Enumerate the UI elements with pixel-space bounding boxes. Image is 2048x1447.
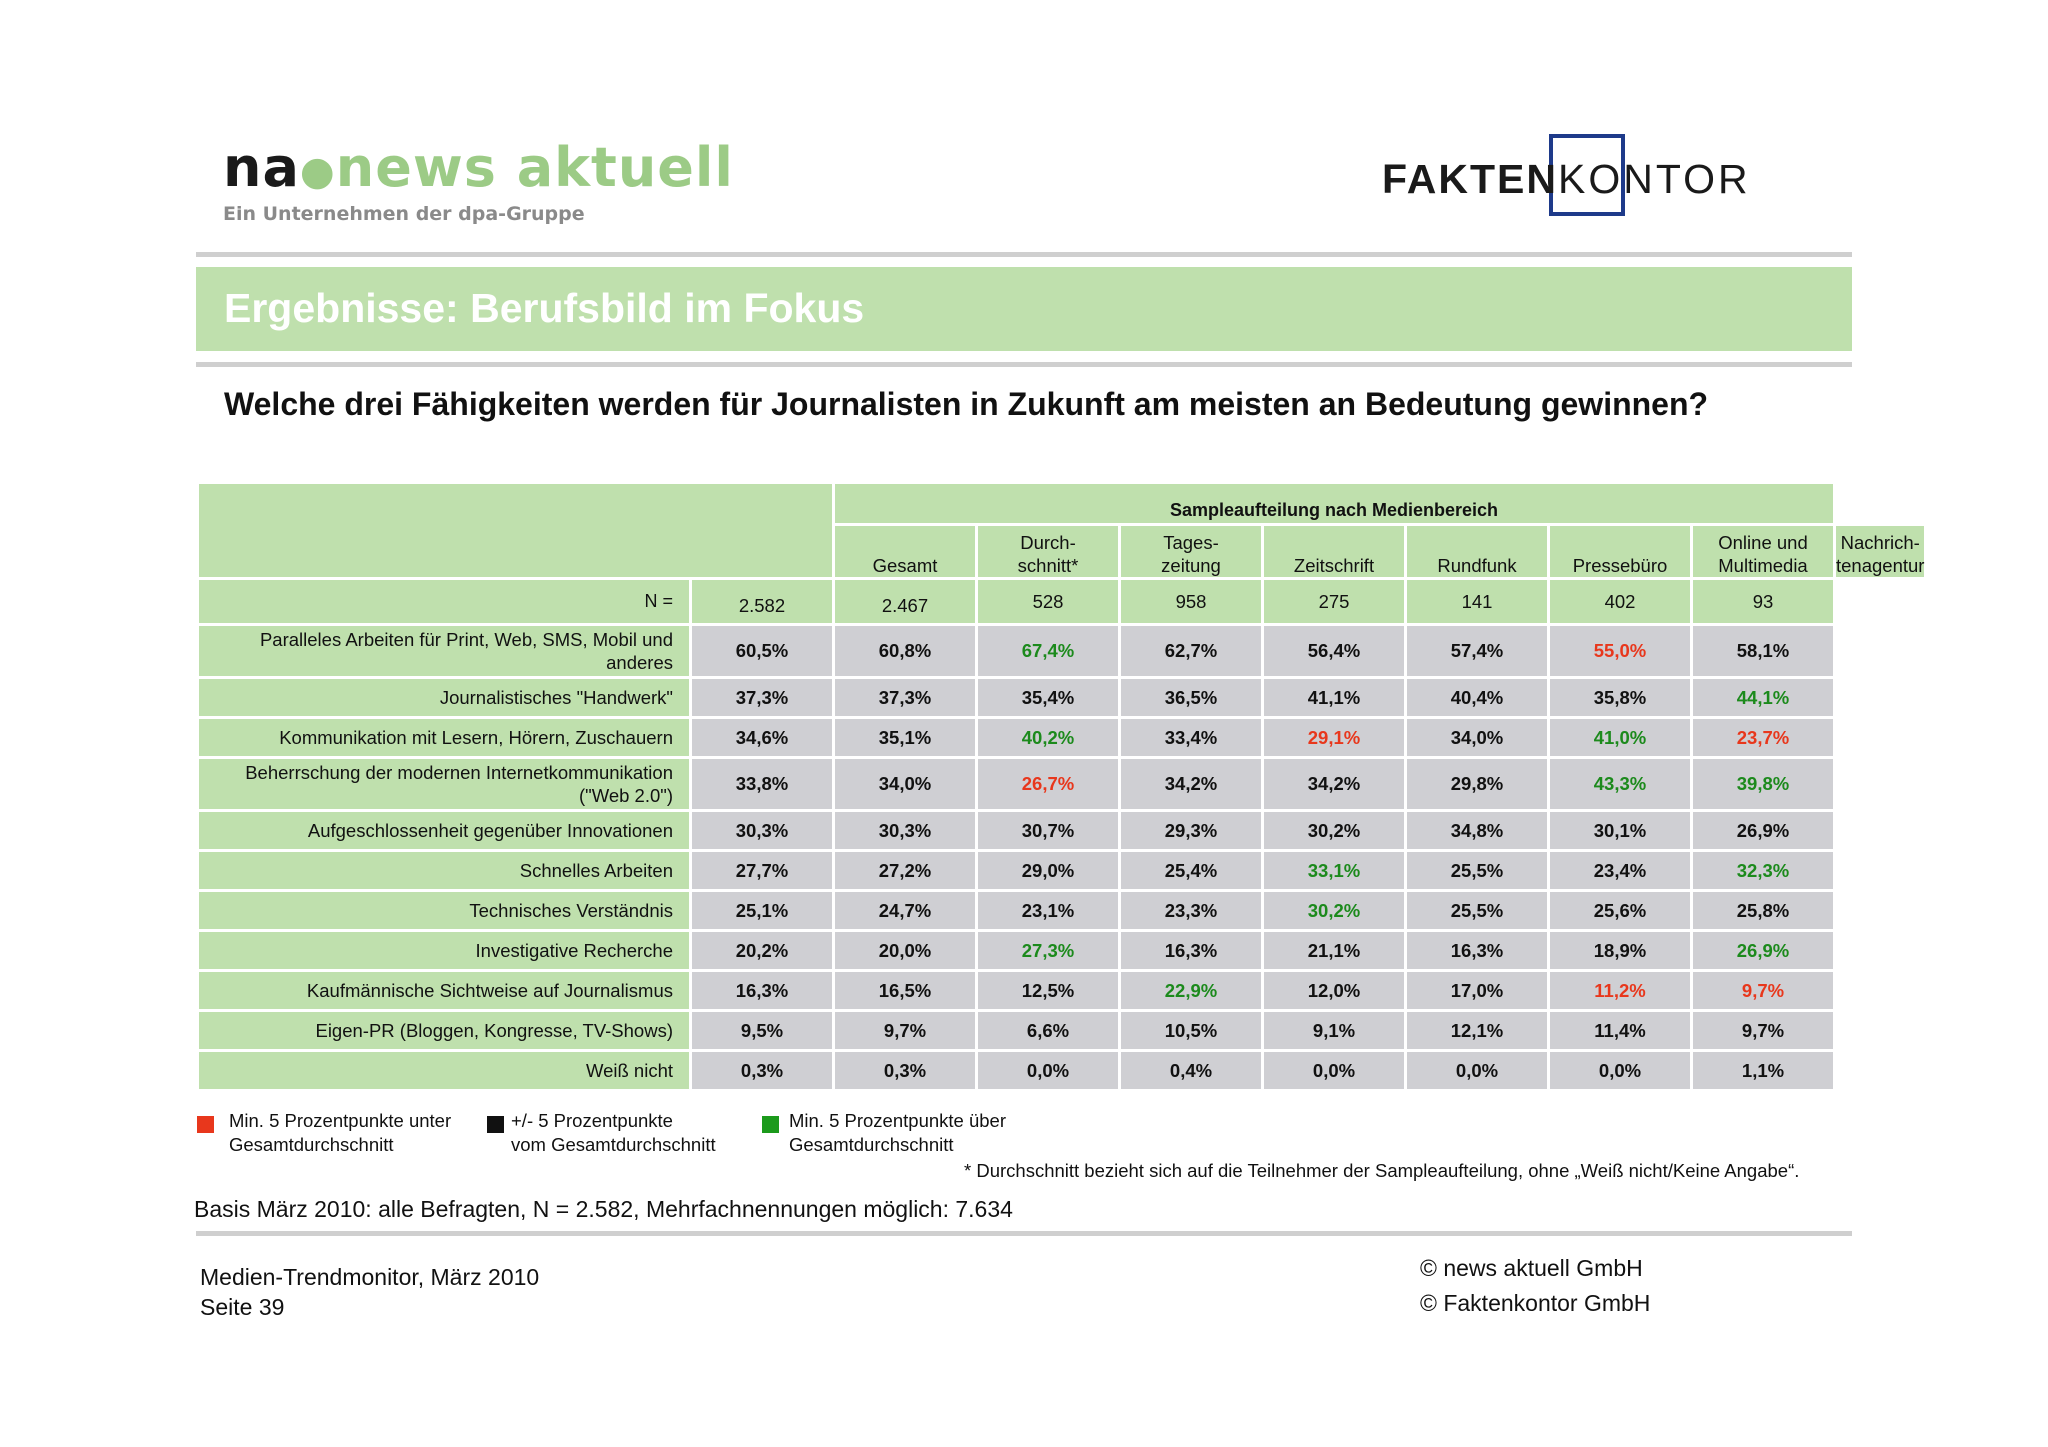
sample-size-value: 275 bbox=[1264, 580, 1404, 623]
value-cell: 32,3% bbox=[1693, 852, 1833, 889]
value-cell: 16,3% bbox=[1407, 932, 1547, 969]
legend-red-text: Min. 5 Prozentpunkte unter Gesamtdurchschnitt bbox=[229, 1110, 452, 1155]
value-cell: 21,1% bbox=[1264, 932, 1404, 969]
legend-red-swatch bbox=[197, 1116, 214, 1133]
table-row bbox=[199, 626, 1924, 676]
value-cell: 34,0% bbox=[835, 759, 975, 809]
copyright-faktenkontor: © Faktenkontor GmbH bbox=[1420, 1290, 1651, 1316]
news-aktuell-logo: na●news aktuell Ein Unternehmen der dpa-Gruppe bbox=[223, 136, 734, 226]
value-cell: 30,1% bbox=[1550, 812, 1690, 849]
value-cell: 26,7% bbox=[978, 759, 1118, 809]
value-cell: 27,3% bbox=[978, 932, 1118, 969]
table-row bbox=[199, 932, 1924, 969]
value-cell: 24,7% bbox=[835, 892, 975, 929]
value-cell: 23,1% bbox=[978, 892, 1118, 929]
column-header: Online und Multimedia bbox=[1693, 526, 1833, 577]
footer-left bbox=[200, 1262, 539, 1322]
logo-tagline: Ein Unternehmen der dpa-Gruppe bbox=[223, 203, 585, 226]
value-cell: 22,9% bbox=[1121, 972, 1261, 1009]
sample-size-value: 2.582 bbox=[692, 580, 832, 623]
sample-size-value: 141 bbox=[1407, 580, 1547, 623]
value-cell: 37,3% bbox=[835, 679, 975, 716]
basis-note: Basis März 2010: alle Befragten, N = 2.582, Mehrfachnennungen möglich: 7.634 bbox=[194, 1196, 1013, 1222]
value-cell: 35,8% bbox=[1550, 679, 1690, 716]
table-row bbox=[199, 759, 1924, 809]
value-cell: 25,5% bbox=[1407, 852, 1547, 889]
value-cell: 26,9% bbox=[1693, 812, 1833, 849]
value-cell: 67,4% bbox=[978, 626, 1118, 676]
value-cell: 0,4% bbox=[1121, 1052, 1261, 1089]
value-cell: 12,5% bbox=[978, 972, 1118, 1009]
sample-size-value: 402 bbox=[1550, 580, 1690, 623]
faktenkontor-logo: FAKTENKONTOR bbox=[1382, 134, 1792, 219]
value-cell: 16,3% bbox=[1121, 932, 1261, 969]
value-cell: 29,1% bbox=[1264, 719, 1404, 756]
title-divider bbox=[196, 362, 1852, 367]
row-label: Schnelles Arbeiten bbox=[199, 852, 689, 889]
value-cell: 34,8% bbox=[1407, 812, 1547, 849]
value-cell: 25,8% bbox=[1693, 892, 1833, 929]
value-cell: 23,3% bbox=[1121, 892, 1261, 929]
sample-size-value: 2.467 bbox=[835, 580, 975, 623]
row-label: Kommunikation mit Lesern, Hörern, Zuschauern bbox=[199, 719, 689, 756]
value-cell: 0,0% bbox=[1407, 1052, 1547, 1089]
value-cell: 27,7% bbox=[692, 852, 832, 889]
value-cell: 18,9% bbox=[1550, 932, 1690, 969]
table-row bbox=[199, 1052, 1924, 1089]
value-cell: 20,2% bbox=[692, 932, 832, 969]
value-cell: 29,8% bbox=[1407, 759, 1547, 809]
table-row bbox=[199, 852, 1924, 889]
row-label: Beherrschung der modernen Internetkommunikation ("Web 2.0") bbox=[199, 759, 689, 809]
table-row bbox=[199, 812, 1924, 849]
value-cell: 17,0% bbox=[1407, 972, 1547, 1009]
value-cell: 25,6% bbox=[1550, 892, 1690, 929]
value-cell: 6,6% bbox=[978, 1012, 1118, 1049]
value-cell: 30,2% bbox=[1264, 812, 1404, 849]
footnote: * Durchschnitt bezieht sich auf die Teilnehmer der Sampleaufteilung, ohne „Weiß nicht/Keine Angabe“. bbox=[964, 1160, 1800, 1181]
column-header: Tages- zeitung bbox=[1121, 526, 1261, 577]
value-cell: 58,1% bbox=[1693, 626, 1833, 676]
value-cell: 0,0% bbox=[978, 1052, 1118, 1089]
value-cell: 56,4% bbox=[1264, 626, 1404, 676]
copyright-news-aktuell: © news aktuell GmbH bbox=[1420, 1255, 1643, 1281]
row-label: Paralleles Arbeiten für Print, Web, SMS, Mobil und anderes bbox=[199, 626, 689, 676]
value-cell: 34,6% bbox=[692, 719, 832, 756]
value-cell: 11,2% bbox=[1550, 972, 1690, 1009]
page-number: Seite 39 bbox=[200, 1294, 285, 1320]
column-header: Durch- schnitt* bbox=[978, 526, 1118, 577]
table-row bbox=[199, 972, 1924, 1009]
value-cell: 60,5% bbox=[692, 626, 832, 676]
value-cell: 1,1% bbox=[1693, 1052, 1833, 1089]
column-header: Gesamt bbox=[835, 526, 975, 577]
table-row bbox=[199, 1012, 1924, 1049]
value-cell: 41,1% bbox=[1264, 679, 1404, 716]
row-label: Aufgeschlossenheit gegenüber Innovationen bbox=[199, 812, 689, 849]
legend-green-text: Min. 5 Prozentpunkte über Gesamtdurchschnitt bbox=[789, 1110, 1006, 1155]
value-cell: 35,4% bbox=[978, 679, 1118, 716]
value-cell: 57,4% bbox=[1407, 626, 1547, 676]
value-cell: 0,0% bbox=[1264, 1052, 1404, 1089]
value-cell: 9,7% bbox=[1693, 1012, 1833, 1049]
value-cell: 16,5% bbox=[835, 972, 975, 1009]
value-cell: 25,5% bbox=[1407, 892, 1547, 929]
row-label: Journalistisches "Handwerk" bbox=[199, 679, 689, 716]
value-cell: 26,9% bbox=[1693, 932, 1833, 969]
value-cell: 43,3% bbox=[1550, 759, 1690, 809]
value-cell: 44,1% bbox=[1693, 679, 1833, 716]
value-cell: 9,1% bbox=[1264, 1012, 1404, 1049]
footer-right bbox=[1420, 1251, 1650, 1321]
column-header: Pressebüro bbox=[1550, 526, 1690, 577]
value-cell: 30,3% bbox=[835, 812, 975, 849]
table-row bbox=[199, 892, 1924, 929]
value-cell: 10,5% bbox=[1121, 1012, 1261, 1049]
value-cell: 34,0% bbox=[1407, 719, 1547, 756]
table-row bbox=[199, 719, 1924, 756]
value-cell: 33,4% bbox=[1121, 719, 1261, 756]
row-label: Kaufmännische Sichtweise auf Journalismus bbox=[199, 972, 689, 1009]
study-name: Medien-Trendmonitor, März 2010 bbox=[200, 1264, 540, 1290]
value-cell: 39,8% bbox=[1693, 759, 1833, 809]
value-cell: 9,7% bbox=[835, 1012, 975, 1049]
row-label: Technisches Verständnis bbox=[199, 892, 689, 929]
value-cell: 0,3% bbox=[692, 1052, 832, 1089]
table-row bbox=[199, 679, 1924, 716]
value-cell: 30,7% bbox=[978, 812, 1118, 849]
row-label: Eigen-PR (Bloggen, Kongresse, TV-Shows) bbox=[199, 1012, 689, 1049]
column-header: Zeitschrift bbox=[1264, 526, 1404, 577]
row-label: Investigative Recherche bbox=[199, 932, 689, 969]
value-cell: 41,0% bbox=[1550, 719, 1690, 756]
title-bar bbox=[196, 267, 1852, 351]
sample-size-row bbox=[199, 580, 1924, 623]
value-cell: 30,3% bbox=[692, 812, 832, 849]
value-cell: 30,2% bbox=[1264, 892, 1404, 929]
column-header: Rundfunk bbox=[1407, 526, 1547, 577]
value-cell: 11,4% bbox=[1550, 1012, 1690, 1049]
sample-size-value: 958 bbox=[1121, 580, 1261, 623]
value-cell: 62,7% bbox=[1121, 626, 1261, 676]
results-table bbox=[196, 481, 1927, 1092]
header-blank bbox=[199, 484, 832, 577]
group-header-row bbox=[199, 484, 1924, 523]
value-cell: 34,2% bbox=[1121, 759, 1261, 809]
value-cell: 29,3% bbox=[1121, 812, 1261, 849]
value-cell: 55,0% bbox=[1550, 626, 1690, 676]
sample-size-value: 93 bbox=[1693, 580, 1833, 623]
value-cell: 29,0% bbox=[978, 852, 1118, 889]
value-cell: 23,4% bbox=[1550, 852, 1690, 889]
legend-black-text: +/- 5 Prozentpunkte vom Gesamtdurchschnitt bbox=[511, 1110, 716, 1155]
value-cell: 16,3% bbox=[692, 972, 832, 1009]
value-cell: 36,5% bbox=[1121, 679, 1261, 716]
page-title: Ergebnisse: Berufsbild im Fokus bbox=[224, 285, 865, 331]
legend-black-swatch bbox=[487, 1116, 504, 1133]
sample-size-label: N = bbox=[199, 580, 689, 623]
top-divider bbox=[196, 252, 1852, 257]
value-cell: 25,1% bbox=[692, 892, 832, 929]
value-cell: 0,0% bbox=[1550, 1052, 1690, 1089]
footer-divider bbox=[196, 1231, 1852, 1236]
row-label: Weiß nicht bbox=[199, 1052, 689, 1089]
sample-size-value: 528 bbox=[978, 580, 1118, 623]
value-cell: 37,3% bbox=[692, 679, 832, 716]
survey-question: Welche drei Fähigkeiten werden für Journalisten in Zukunft am meisten an Bedeutung gewinnen? bbox=[224, 386, 1709, 422]
value-cell: 35,1% bbox=[835, 719, 975, 756]
value-cell: 9,7% bbox=[1693, 972, 1833, 1009]
value-cell: 33,8% bbox=[692, 759, 832, 809]
value-cell: 12,1% bbox=[1407, 1012, 1547, 1049]
value-cell: 23,7% bbox=[1693, 719, 1833, 756]
legend-green-swatch bbox=[762, 1116, 779, 1133]
value-cell: 27,2% bbox=[835, 852, 975, 889]
value-cell: 40,4% bbox=[1407, 679, 1547, 716]
value-cell: 34,2% bbox=[1264, 759, 1404, 809]
value-cell: 33,1% bbox=[1264, 852, 1404, 889]
value-cell: 60,8% bbox=[835, 626, 975, 676]
value-cell: 0,3% bbox=[835, 1052, 975, 1089]
column-header: Nachrich- tenagentur bbox=[1836, 526, 1924, 577]
value-cell: 9,5% bbox=[692, 1012, 832, 1049]
value-cell: 40,2% bbox=[978, 719, 1118, 756]
group-header: Sampleaufteilung nach Medienbereich bbox=[835, 484, 1833, 523]
value-cell: 25,4% bbox=[1121, 852, 1261, 889]
value-cell: 12,0% bbox=[1264, 972, 1404, 1009]
value-cell: 20,0% bbox=[835, 932, 975, 969]
